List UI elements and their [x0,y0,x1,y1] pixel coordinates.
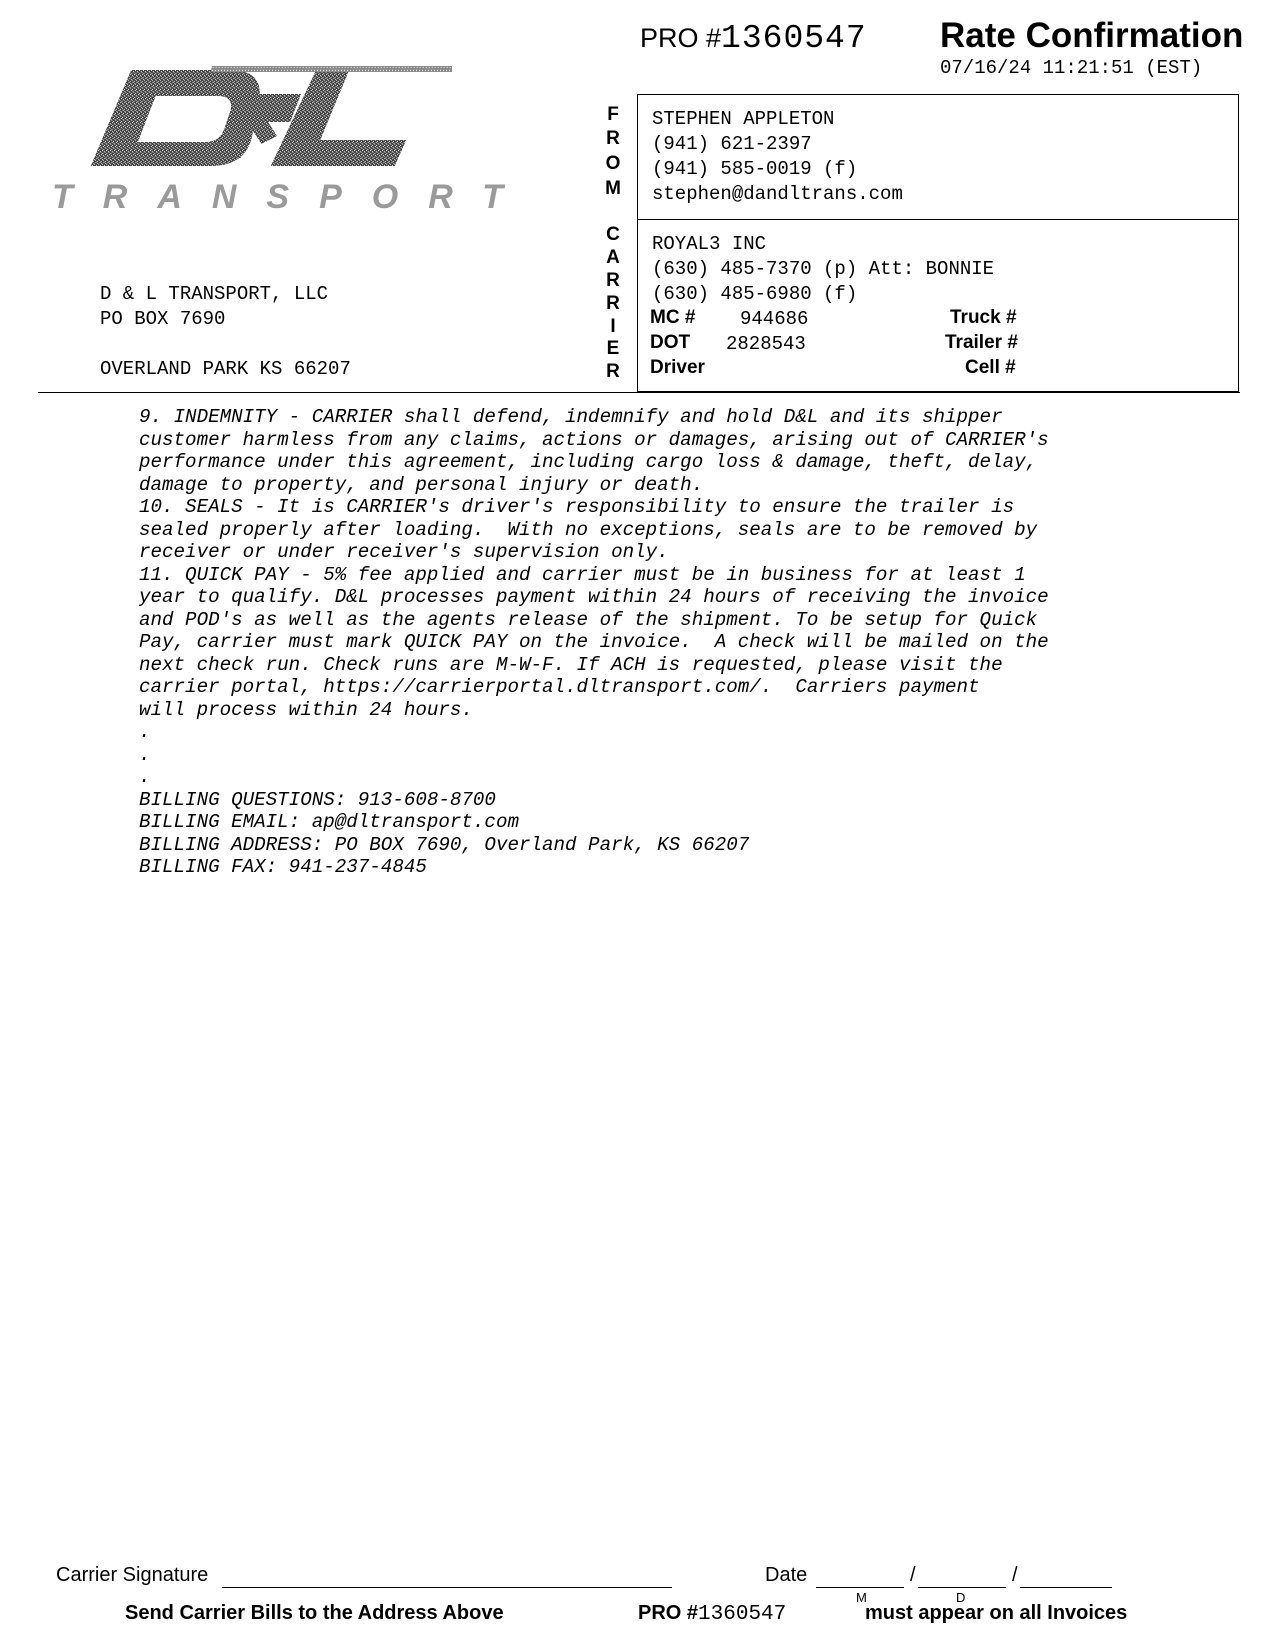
terms-line: 10. SEALS - It is CARRIER's driver's responsibility to ensure the trailer is [139,496,1015,518]
from-fax: (941) 585-0019 (f) [652,158,858,180]
date-separator: / [910,1564,916,1586]
company-name: D & L TRANSPORT, LLC [100,283,329,305]
terms-line: BILLING ADDRESS: PO BOX 7690, Overland Park, KS 66207 [139,833,750,856]
terms-line: Pay, carrier must mark QUICK PAY on the invoice. A check will be mailed on the [139,631,1049,653]
from-letter: M [605,178,621,199]
carrier-letter: E [606,338,620,359]
dot-value: 2828543 [726,333,806,355]
month-hint: M [856,1590,867,1605]
terms-line: damage to property, and personal injury or death. [139,473,704,496]
terms-line: carrier portal, https://carrierportal.dltransport.com/. Carriers payment [139,676,980,698]
company-city-state-zip: OVERLAND PARK KS 66207 [100,358,351,380]
terms-line: receiver or under receiver's supervision only. [139,541,669,563]
date-day-line[interactable] [918,1587,1006,1588]
terms-line: will process within 24 hours. [139,698,473,721]
company-address: PO BOX 7690 [100,308,226,330]
signature-line[interactable] [222,1587,672,1588]
from-name: STEPHEN APPLETON [652,108,835,130]
terms-line: 11. QUICK PAY - 5% fee applied and carrier must be in business for at least 1 [139,563,1026,586]
trailer-label: Trailer # [945,332,1018,353]
from-email[interactable]: stephen@dandltrans.com [652,183,903,205]
carrier-letter: I [610,316,616,337]
signature-label: Carrier Signature [56,1564,209,1586]
pro-number: 1360547 [721,20,867,57]
from-phone: (941) 621-2397 [652,133,812,155]
carrier-name: ROYAL3 INC [652,233,767,255]
cell-label: Cell # [965,357,1016,378]
footer-pro-number: 1360547 [698,1603,787,1626]
header-rule [38,392,1240,393]
date-separator: / [1012,1564,1018,1586]
terms-line: 9. INDEMNITY - CARRIER shall defend, indemnify and hold D&L and its shipper [139,406,1003,428]
pro-number-header [640,20,867,57]
terms-line: . [139,721,151,743]
carrier-letter: R [606,270,620,291]
from-letter: R [606,128,620,149]
terms-line: BILLING EMAIL: ap@dltransport.com [139,811,519,833]
dot-label: DOT [650,332,691,353]
carrier-letter: C [606,224,620,245]
terms-section [139,406,1239,879]
footer-pro [638,1602,786,1626]
terms-line: customer harmless from any claims, actions or damages, arising out of CARRIER's [139,428,1049,451]
carrier-letter: R [606,361,620,382]
carrier-phone: (630) 485-7370 (p) Att: BONNIE [652,258,995,280]
date-label: Date [765,1564,808,1586]
terms-line: year to qualify. D&L processes payment within 24 hours of receiving the invoice [139,586,1049,608]
truck-label: Truck # [950,307,1017,328]
date-year-line[interactable] [1020,1587,1112,1588]
terms-line: . [139,766,151,788]
terms-line: next check run. Check runs are M-W-F. If ACH is requested, please visit the [139,653,1003,676]
footer-pro-label: PRO # [638,1602,699,1624]
box-divider [637,219,1239,220]
terms-line: BILLING FAX: 941-237-4845 [139,856,427,878]
pro-label: PRO # [640,23,722,53]
logo-subtext: TRANSPORT [52,178,533,216]
mc-value: 944686 [740,308,809,330]
terms-line: and POD's as well as the agents release of the shipment. To be setup for Quick [139,608,1038,631]
carrier-letter: A [606,247,620,268]
date-month-line[interactable] [816,1587,904,1588]
timestamp: 07/16/24 11:21:51 (EST) [940,57,1203,79]
terms-line: BILLING QUESTIONS: 913-608-8700 [139,788,496,811]
from-letter: O [605,153,621,174]
page-title: Rate Confirmation [940,16,1244,55]
mc-label: MC # [650,307,696,328]
driver-label: Driver [650,357,705,378]
terms-line: sealed properly after loading. With no exceptions, seals are to be removed by [139,518,1038,541]
carrier-fax: (630) 485-6980 (f) [652,283,858,305]
from-letter: F [607,104,619,125]
must-appear-note: must appear on all Invoices [865,1602,1128,1624]
terms-line: performance under this agreement, including cargo loss & damage, theft, delay, [139,451,1038,473]
terms-line: . [139,743,151,766]
send-bills-note: Send Carrier Bills to the Address Above [125,1602,504,1624]
day-hint: D [956,1590,966,1605]
carrier-letter: R [606,293,620,314]
